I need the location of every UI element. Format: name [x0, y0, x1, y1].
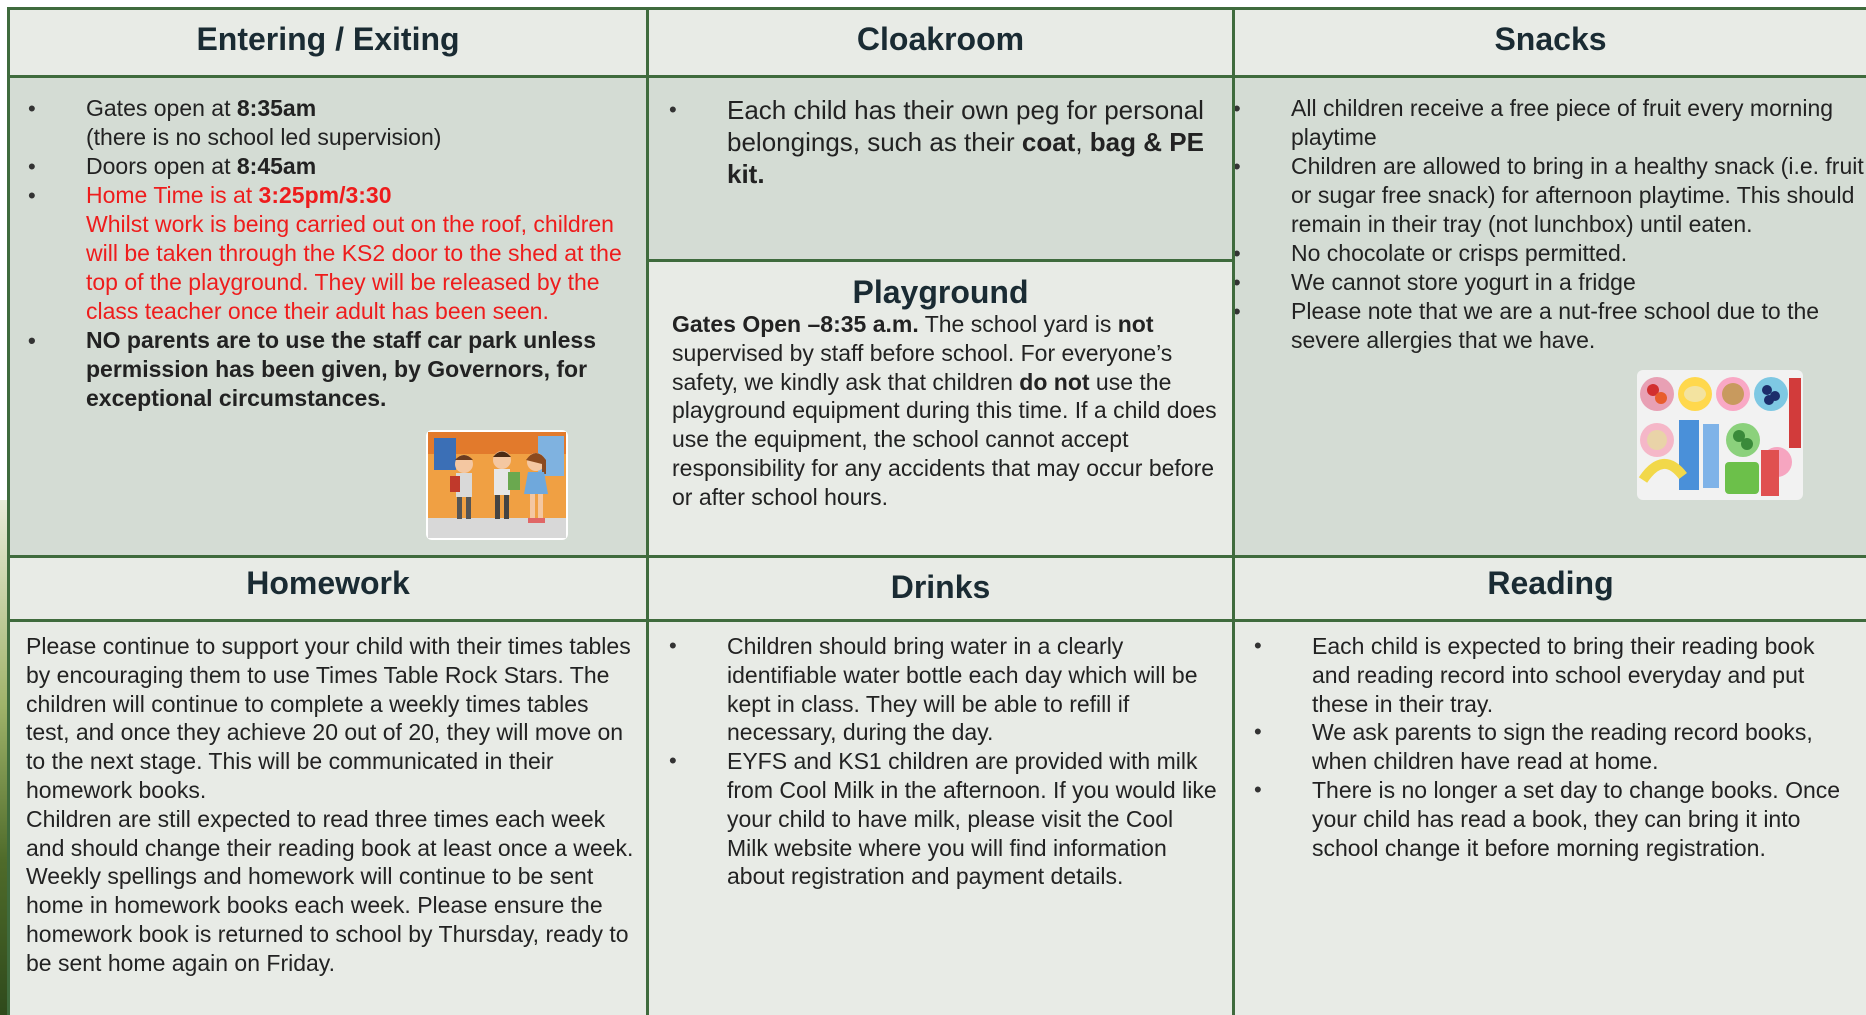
list-item: • We cannot store yogurt in a fridge — [1291, 268, 1866, 297]
children-walking-image — [426, 430, 568, 540]
reading-title: Reading — [1487, 565, 1614, 601]
home-time: 3:25pm/3:30 — [258, 182, 392, 208]
entering-panel — [10, 78, 649, 558]
snacks-title: Snacks — [1494, 21, 1607, 57]
list-item — [86, 181, 631, 326]
homework-header — [10, 558, 649, 622]
reading-list — [1312, 632, 1852, 862]
drinks-header — [649, 558, 1235, 622]
homework-panel — [10, 622, 649, 1015]
coat-word: coat — [1021, 127, 1076, 157]
gates-time: 8:35am — [236, 95, 317, 121]
cloakroom-title: Cloakroom — [856, 21, 1025, 57]
cloakroom-comma: , — [1075, 127, 1090, 157]
home-time-label: Home Time is at — [86, 182, 259, 208]
playground-title: Playground — [852, 274, 1029, 310]
list-item: • There is no longer a set day to change books. Once your child has read a book, they can bring it into school change it before morning registration. — [1312, 776, 1852, 862]
homework-paragraph: Weekly spellings and homework will continue to be sent home in homework books each week. Please ensure the homework book is returned to school by Thursday, ready to be sent home again on Friday. — [26, 863, 629, 976]
car-park-notice: NO parents are to use the staff car park unless permission has been given, by Governors, for exceptional circumstances. — [86, 327, 597, 411]
drinks-list — [727, 632, 1217, 891]
snacks-panel — [1235, 78, 1866, 558]
not-word: not — [1117, 311, 1154, 337]
playground-text-part: supervised by staff before school. For everyone’s safety, we kindly ask that children — [672, 339, 1173, 395]
list-item — [86, 152, 631, 181]
healthy-snacks-image — [1637, 370, 1803, 500]
playground-text-part: use the playground equipment during this time. If a child does use the equipment, the school cannot accept responsibility for any accidents that may occur before or after school hours. — [672, 368, 1217, 510]
list-item: • Children should bring water in a clearly identifiable water bottle each day which will be kept in class. They will be able to refill if necessary, during the day. — [727, 632, 1217, 747]
list-item: • No chocolate or crisps permitted. — [1291, 239, 1866, 268]
drinks-title: Drinks — [890, 569, 991, 605]
gates-note: (there is no school led supervision) — [86, 124, 442, 150]
list-item — [86, 94, 631, 152]
reading-panel — [1235, 622, 1866, 1015]
entering-header — [10, 10, 649, 78]
doors-time: 8:45am — [236, 153, 317, 179]
homework-paragraph: Children are still expected to read three times each week and should change their reading book at least once a week. — [26, 805, 634, 861]
list-item: • We ask parents to sign the reading record books, when children have read at home. — [1312, 718, 1852, 776]
cloakroom-list — [727, 94, 1227, 190]
playground-gates-time: Gates Open –8:35 a.m. — [672, 311, 919, 337]
cloakroom-panel — [649, 78, 1235, 262]
roof-notice: Whilst work is being carried out on the roof, children will be taken through the KS2 door to the shed at the top of the playground. They will be released by the class teacher once their adult has been seen. — [86, 211, 622, 324]
info-grid — [7, 7, 1866, 1015]
cloakroom-text: Each child has their own peg for personal belongings, such as their — [727, 95, 1204, 157]
list-item: • Please note that we are a nut-free school due to the severe allergies that we have. — [1291, 297, 1866, 355]
doors-label: Doors open at — [86, 153, 237, 179]
playground-text-part: The school yard is — [918, 311, 1118, 337]
list-item: • Children are allowed to bring in a healthy snack (i.e. fruit or sugar free snack) for afternoon playtime. This should remain in their tray (not lunchbox) until eaten. — [1291, 152, 1866, 239]
do-not-words: do not — [1019, 368, 1090, 395]
drinks-panel — [649, 622, 1235, 1015]
gates-label: Gates open at — [86, 95, 237, 121]
reading-header — [1235, 558, 1866, 622]
bag-kit-words: bag & PE kit. — [727, 127, 1204, 189]
homework-paragraph: Please continue to support your child with their times tables by encouraging them to use Times Table Rock Stars. The children will continue to complete a weekly times tables test, and once they achieve 20 out of 20, they will move on to the next stage. This will be communicated in their homework books. — [26, 633, 631, 803]
snacks-list — [1291, 94, 1866, 355]
cloakroom-header — [649, 10, 1235, 78]
snacks-header — [1235, 10, 1866, 78]
list-item: • All children receive a free piece of fruit every morning playtime — [1291, 94, 1866, 152]
homework-title: Homework — [246, 565, 410, 601]
list-item — [727, 94, 1227, 190]
playground-panel — [649, 262, 1235, 558]
entering-title: Entering / Exiting — [196, 21, 460, 57]
list-item: • EYFS and KS1 children are provided with milk from Cool Milk in the afternoon. If you would like your child to have milk, please visit the Cool Milk website where you will find information about registration and payment details. — [727, 747, 1217, 891]
list-item — [86, 326, 631, 413]
homework-text — [26, 632, 636, 978]
entering-list — [86, 94, 631, 413]
playground-text — [672, 310, 1220, 512]
list-item: • Each child is expected to bring their reading book and reading record into school everyday and put these in their tray. — [1312, 632, 1852, 718]
